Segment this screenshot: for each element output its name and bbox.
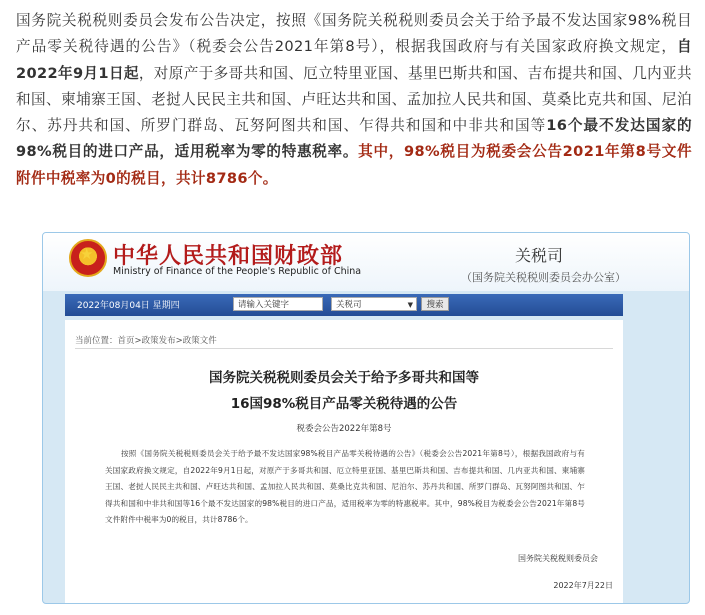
- scope-select[interactable]: [331, 297, 417, 311]
- search-button[interactable]: 搜索: [421, 297, 449, 311]
- site-title-en: Ministry of Finance of the People's Republic of China: [113, 266, 362, 277]
- doc-title-line1: 国务院关税税则委员会关于给予多哥共和国等: [209, 370, 479, 386]
- intro-date: 自2022年9月1日起: [16, 38, 692, 82]
- intro-products: 16个最不发达国家的98%税目的进口产品，适用税率为零的特惠税率。: [16, 117, 693, 161]
- dropdown-caret-icon: ▼: [407, 301, 413, 309]
- search-input[interactable]: 请输入关键字: [233, 297, 323, 311]
- doc-title-line2: 16国98%税目产品零关税待遇的公告: [230, 396, 458, 412]
- site-banner: [43, 233, 689, 291]
- doc-number: 税委会公告2022年第8号: [296, 424, 392, 434]
- intro-text-1: 国务院关税税则委员会发布公告决定，按照《国务院关税税则委员会关于给予最不发达国家98%税目产品零关税待遇的公告》（税委会公告2021年第8号），根据我国政府与有关国家政府换文规定，: [16, 12, 692, 56]
- scope-select-value: 关税司: [336, 300, 362, 310]
- site-title: 中华人民共和国财政部: [113, 244, 344, 269]
- doc-signature: 国务院关税税则委员会: [518, 554, 598, 563]
- intro-highlight: 其中，98%税目为税委会公告2021年第8号文件附件中税率为0的税目，共计8786个。: [16, 143, 693, 187]
- doc-date: 2022年7月22日: [553, 581, 613, 590]
- nav-bar: [65, 294, 623, 316]
- divider: [75, 348, 613, 349]
- doc-body: 按照《国务院关税税则委员会关于给予最不发达国家98%税目产品零关税待遇的公告》（税委会公告2021年第8号），根据我国政府与有关国家政府换文规定，自2022年9月1日起，对原产于多哥共和国、厄立特里亚国、基里巴斯共和国、吉布提共和国、几内亚共和国、柬埔寨王国、老挝人民民主共和国、卢旺达共和国、孟加拉人民共和国、莫桑比克共和国、尼泊尔、苏丹共和国、所罗门群岛、瓦努阿图共和国、乍得共和国和中非共和国等16个最不发达国家的98%税目的进口产品，适用税率为零的特惠税率。其中，98%税目为税委会公告2021年第8号文件附件中税率为0的税目，共计8786个。: [105, 449, 585, 525]
- department-name: 关税司: [515, 246, 564, 265]
- national-emblem-icon: ★: [69, 239, 107, 277]
- intro-text-2: ，对原产于多哥共和国、厄立特里亚国、基里巴斯共和国、吉布提共和国、几内亚共和国、柬埔寨王国、老挝人民民主共和国、卢旺达共和国、孟加拉人民共和国、莫桑比克共和国、尼泊尔、苏丹共和国、所罗门群岛、瓦努阿图共和国、乍得共和国和中非共和国等: [16, 64, 693, 135]
- article-intro: [16, 8, 692, 192]
- document-page: [65, 320, 623, 603]
- nav-date: 2022年08月04日 星期四: [77, 301, 180, 311]
- screenshot-frame: [42, 232, 690, 604]
- breadcrumb[interactable]: 当前位置：首页>政策发布>政策文件: [75, 336, 217, 346]
- office-name: （国务院关税税则委员会办公室）: [461, 271, 626, 284]
